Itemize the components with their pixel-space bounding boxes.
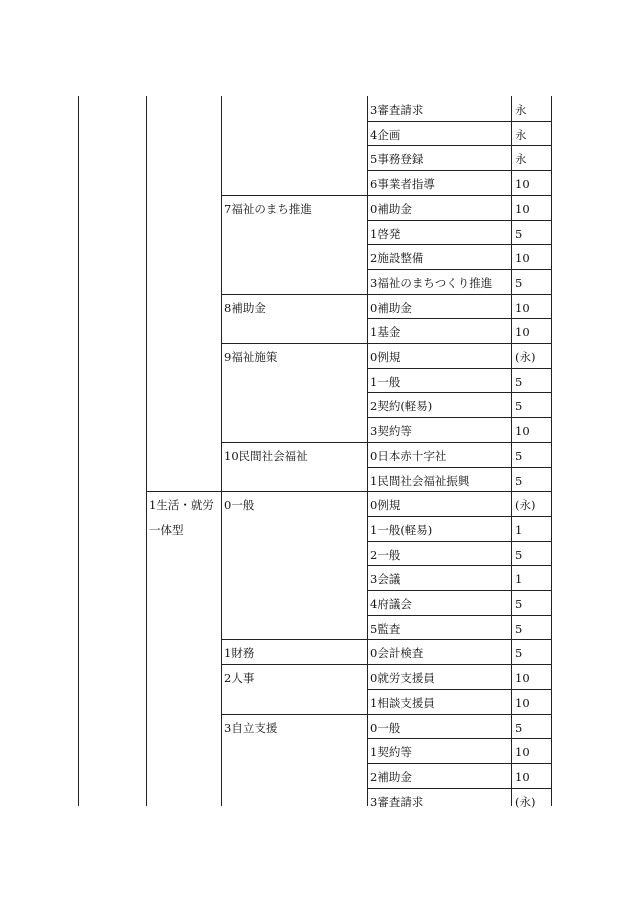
- category-l4-cell: 1財務: [224, 646, 255, 660]
- category-l4-cell: 9福祉施策: [224, 350, 278, 364]
- row-rule: [367, 788, 551, 789]
- row-rule: [367, 467, 551, 468]
- retention-period-cell: 10: [515, 671, 530, 685]
- row-rule: [367, 689, 551, 690]
- row-rule: [221, 639, 551, 640]
- retention-period-cell: 5: [515, 227, 523, 241]
- row-rule: [367, 516, 551, 517]
- row-rule: [367, 615, 551, 616]
- column-rule: [78, 96, 79, 806]
- retention-period-cell: 5: [515, 375, 523, 389]
- row-rule: [146, 491, 551, 492]
- retention-period-cell: 10: [515, 301, 530, 315]
- row-rule: [367, 269, 551, 270]
- category-l5-cell: 0補助金: [370, 301, 412, 315]
- column-rule: [221, 96, 222, 806]
- row-rule: [221, 714, 551, 715]
- category-l4-cell: 3自立支援: [224, 721, 278, 735]
- row-rule: [367, 220, 551, 221]
- category-l4-cell: 0一般: [224, 498, 255, 512]
- category-l3-cell: 一体型: [149, 523, 184, 537]
- retention-period-cell: 永: [515, 152, 527, 166]
- row-rule: [221, 442, 551, 443]
- category-l5-cell: 3審査請求: [370, 103, 424, 117]
- retention-period-cell: 5: [515, 449, 523, 463]
- row-rule: [367, 763, 551, 764]
- category-l5-cell: 0例規: [370, 350, 401, 364]
- category-l5-cell: 0補助金: [370, 202, 412, 216]
- category-l3-cell: 1生活・就労: [149, 498, 214, 512]
- column-rule: [367, 96, 368, 806]
- retention-period-cell: (永): [515, 795, 536, 809]
- retention-period-cell: 1: [515, 572, 523, 586]
- row-rule: [367, 417, 551, 418]
- row-rule: [367, 368, 551, 369]
- retention-period-cell: 永: [515, 128, 527, 142]
- category-l5-cell: 0一般: [370, 721, 401, 735]
- category-l5-cell: 3審査請求: [370, 795, 424, 809]
- category-l4-cell: 7福祉のまち推進: [224, 202, 312, 216]
- category-l5-cell: 4府議会: [370, 597, 412, 611]
- category-l4-cell: 10民間社会福祉: [224, 449, 308, 463]
- row-rule: [367, 392, 551, 393]
- category-l5-cell: 1一般: [370, 375, 401, 389]
- retention-period-cell: (永): [515, 350, 536, 364]
- retention-period-cell: 10: [515, 424, 530, 438]
- column-rule: [511, 96, 512, 806]
- retention-period-cell: 5: [515, 721, 523, 735]
- retention-period-cell: 10: [515, 696, 530, 710]
- category-l5-cell: 1相談支援員: [370, 696, 435, 710]
- retention-period-cell: 永: [515, 103, 527, 117]
- category-l4-cell: 2人事: [224, 671, 255, 685]
- retention-period-cell: 5: [515, 548, 523, 562]
- category-l5-cell: 1一般(軽易): [370, 523, 433, 537]
- category-l5-cell: 3会議: [370, 572, 401, 586]
- category-l5-cell: 1契約等: [370, 745, 412, 759]
- column-rule: [146, 96, 147, 806]
- retention-period-cell: 10: [515, 202, 530, 216]
- row-rule: [221, 294, 551, 295]
- row-rule: [367, 244, 551, 245]
- row-rule: [221, 343, 551, 344]
- category-l5-cell: 1基金: [370, 325, 401, 339]
- retention-period-cell: 10: [515, 745, 530, 759]
- row-rule: [367, 318, 551, 319]
- retention-period-cell: 5: [515, 474, 523, 488]
- row-rule: [367, 590, 551, 591]
- category-l4-cell: 8補助金: [224, 301, 266, 315]
- category-l5-cell: 2補助金: [370, 770, 412, 784]
- row-rule: [221, 664, 551, 665]
- row-rule: [367, 121, 551, 122]
- category-l5-cell: 4企画: [370, 128, 401, 142]
- category-l5-cell: 5監査: [370, 622, 401, 636]
- retention-period-cell: 1: [515, 523, 523, 537]
- category-l5-cell: 1啓発: [370, 227, 401, 241]
- category-l5-cell: 0日本赤十字社: [370, 449, 447, 463]
- retention-period-cell: (永): [515, 498, 536, 512]
- category-l5-cell: 2契約(軽易): [370, 399, 433, 413]
- category-l5-cell: 2一般: [370, 548, 401, 562]
- category-l5-cell: 3福祉のまちつくり推進: [370, 276, 493, 290]
- retention-period-cell: 10: [515, 325, 530, 339]
- retention-period-cell: 10: [515, 177, 530, 191]
- column-rule: [551, 96, 552, 806]
- category-l5-cell: 6事業者指導: [370, 177, 435, 191]
- category-l5-cell: 0就労支援員: [370, 671, 435, 685]
- retention-period-cell: 5: [515, 646, 523, 660]
- category-l5-cell: 5事務登録: [370, 152, 424, 166]
- retention-period-cell: 5: [515, 399, 523, 413]
- category-l5-cell: 2施設整備: [370, 251, 424, 265]
- retention-period-cell: 5: [515, 597, 523, 611]
- retention-period-cell: 5: [515, 276, 523, 290]
- retention-period-cell: 10: [515, 251, 530, 265]
- retention-period-cell: 5: [515, 622, 523, 636]
- category-l5-cell: 3契約等: [370, 424, 412, 438]
- row-rule: [367, 145, 551, 146]
- retention-period-cell: 10: [515, 770, 530, 784]
- row-rule: [367, 738, 551, 739]
- row-rule: [367, 170, 551, 171]
- category-l5-cell: 0会計検査: [370, 646, 424, 660]
- row-rule: [367, 565, 551, 566]
- category-l5-cell: 0例規: [370, 498, 401, 512]
- row-rule: [221, 195, 551, 196]
- row-rule: [367, 541, 551, 542]
- category-l5-cell: 1民間社会福祉振興: [370, 474, 470, 488]
